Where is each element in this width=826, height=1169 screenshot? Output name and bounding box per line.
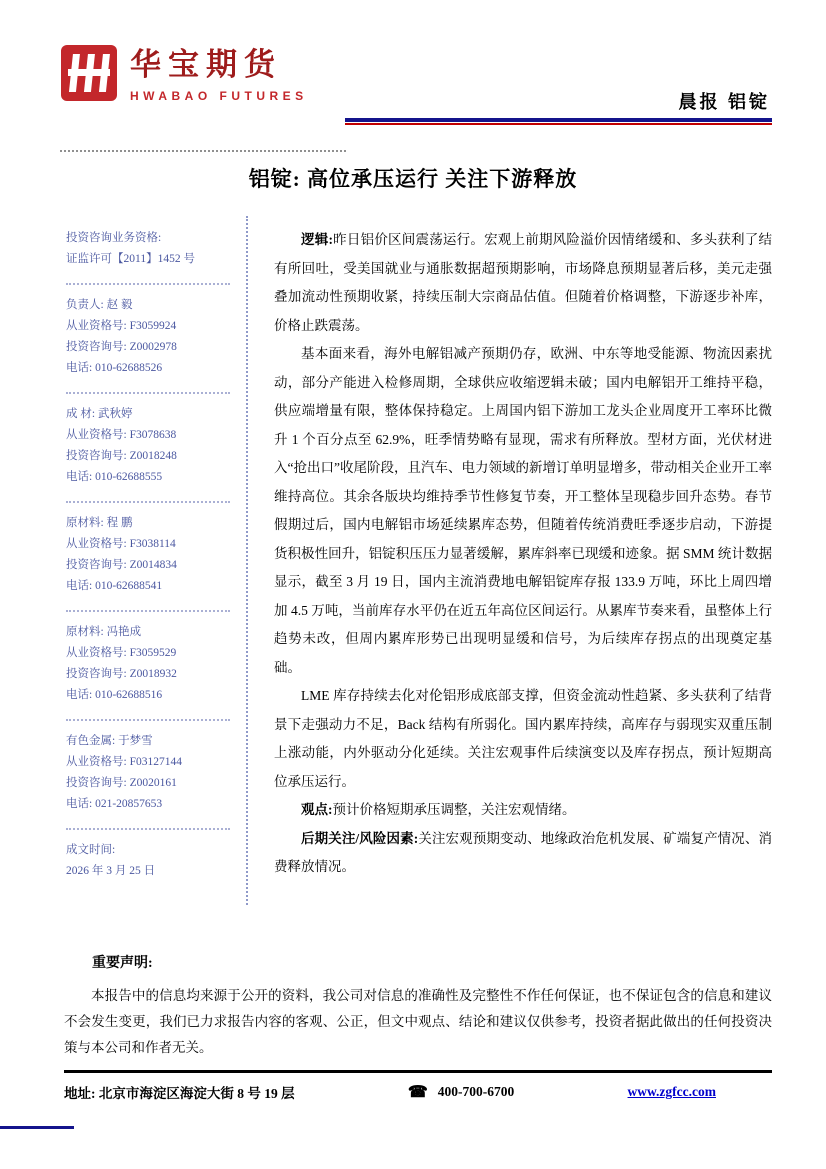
dotted-divider-top: [60, 150, 346, 152]
paragraph-viewpoint: [274, 796, 772, 825]
footer-row: [64, 1082, 772, 1102]
qualification-label: 投资咨询业务资格:: [66, 232, 162, 244]
analyst-name: 原材料: 程 鹏: [66, 517, 133, 529]
analyst-phone: 电话: 010-62688555: [66, 471, 163, 483]
analyst-phone: 电话: 010-62688516: [66, 689, 163, 701]
paragraph-lead: 后期关注/风险因素:: [301, 830, 419, 846]
header-rule-red: [345, 123, 772, 125]
header-rule: [345, 118, 772, 125]
paragraph-text: 预计价格短期承压调整，关注宏观情绪。: [332, 802, 576, 817]
analyst-name: 成 材: 武秋婷: [66, 408, 133, 420]
hwabao-logo-icon: [60, 44, 118, 102]
analyst-name: 原材料: 冯艳成: [66, 626, 142, 638]
qualification-block: [66, 218, 230, 283]
footer-website-link[interactable]: www.zgfcc.com: [627, 1084, 716, 1099]
logo: [60, 44, 308, 103]
paragraph-logic: [274, 226, 772, 340]
paragraph-fundamentals: [274, 340, 772, 682]
written-date-block: [66, 828, 230, 895]
paragraph-text: LME 库存持续去化对伦铝形成底部支撑，但资金流动性趋紧、多头获利了结背景下走强动力不足，Back 结构有所弱化。国内累库持续，高库存与弱现实双重压制上涨动能，内外驱动分化延续。关注宏观事件后续演变以及库存拐点，预计短期高位承压运行。: [274, 688, 772, 789]
analyst-phone: 电话: 021-20857653: [66, 798, 163, 810]
analyst-phone: 电话: 010-62688526: [66, 362, 163, 374]
analyst-block-raw-2: [66, 610, 230, 719]
analyst-cert-no: 从业资格号: F3038114: [66, 538, 176, 550]
phone-icon: ☎: [407, 1084, 428, 1101]
analyst-name: 有色金属: 于梦雪: [66, 735, 153, 747]
analyst-phone: 电话: 010-62688541: [66, 580, 163, 592]
report-title: 铝锭: 高位承压运行 关注下游释放: [248, 167, 578, 191]
analyst-advisory-no: 投资咨询号: Z0018248: [66, 450, 177, 462]
analyst-block-leader: [66, 283, 230, 392]
analyst-block-steel: [66, 392, 230, 501]
paragraph-text: 昨日铝价区间震荡运行。宏观上前期风险溢价因情绪缓和、多头获利了结有所回吐，受美国就业与通胀数据超预期影响，市场降息预期显著后移，美元走强叠加流动性预期收紧，持续压制大宗商品估值。但随着价格调整，下游逐步补库，价格止跌震荡。: [274, 232, 772, 333]
paragraph-lme: [274, 682, 772, 796]
report-type-label: 晨报 铝锭: [678, 92, 770, 112]
paragraph-lead: 观点:: [301, 802, 333, 817]
header-rule-navy: [345, 118, 772, 122]
analyst-advisory-no: 投资咨询号: Z0018932: [66, 668, 177, 680]
footer-address: 地址: 北京市海淀区海淀大街 8 号 19 层: [64, 1086, 295, 1101]
footer-phone-number: 400-700-6700: [437, 1084, 515, 1099]
analyst-advisory-no: 投资咨询号: Z0020161: [66, 777, 177, 789]
paragraph-text: 基本面来看，海外电解铝减产预期仍存，欧洲、中东等地受能源、物流因素扰动，部分产能进入检修周期，全球供应收缩逻辑未破；国内电解铝开工维持平稳，供应端增量有限，整体保持稳定。上周国内铝下游加工龙头企业周度开工率环比微升 1 个百分点至 62.9%，旺季情势略有显现，需求有所释放。型材方面，光伏材进入“抢出口”收尾阶段，且汽车、电力领域的新增订单明显增多，带动相关企业开工率维持高位。其余各版块均维持季节性修复节奏，开工整体呈现稳步回升态势。春节假期过后，国内电解铝市场延续累库态势，但随着传统消费旺季逐步启动，下游提货积极性回升，铝锭积压压力显著缓解，累库斜率已现缓和迹象。据 SMM 统计数据显示，截至 3 月 19 日，国内主流消费地电解铝锭库存报 133.9 万吨，环比上周四增加 4.5 万吨，当前库存水平仍在近五年高位区间运行。从累库节奏来看，虽整体上行趋势未改，但周内累库形势已出现明显缓和信号，为后续库存拐点的出现奠定基础。: [274, 346, 772, 675]
paragraph-text: 关注宏观预期变动、地缘政治危机发展、矿端复产情况、消费释放情况。: [274, 830, 773, 874]
written-date-value: 2026 年 3 月 25 日: [66, 865, 156, 877]
analyst-cert-no: 从业资格号: F03127144: [66, 756, 182, 768]
disclaimer: [64, 952, 772, 1061]
analyst-block-raw-1: [66, 501, 230, 610]
logo-text: [130, 44, 308, 103]
analyst-advisory-no: 投资咨询号: Z0014834: [66, 559, 177, 571]
bottom-page-mark: [0, 1126, 74, 1129]
sidebar: [64, 216, 248, 905]
footer-phone-group: [408, 1082, 514, 1102]
brand-name-cn: 华宝期货: [130, 47, 282, 82]
report-body: [248, 216, 772, 882]
qualification-number: 证监许可【2011】1452 号: [66, 253, 195, 265]
analyst-cert-no: 从业资格号: F3078638: [66, 429, 177, 441]
disclaimer-text: 本报告中的信息均来源于公开的资料，我公司对信息的准确性及完整性不作任何保证，也不保证包含的信息和建议不会发生变更，我们已力求报告内容的客观、公正，但文中观点、结论和建议仅供参考，投资者据此做出的任何投资决策与本公司和作者无关。: [64, 988, 772, 1055]
written-date-label: 成文时间:: [66, 844, 116, 856]
analyst-advisory-no: 投资咨询号: Z0002978: [66, 341, 177, 353]
disclaimer-heading: 重要声明:: [92, 956, 153, 971]
paragraph-lead: 逻辑:: [301, 232, 333, 247]
footer: [64, 1070, 772, 1102]
paragraph-risk-factors: [274, 825, 772, 882]
analyst-cert-no: 从业资格号: F3059529: [66, 647, 177, 659]
analyst-block-nonferrous: [66, 719, 230, 828]
analyst-name: 负责人: 赵 毅: [66, 299, 133, 311]
analyst-cert-no: 从业资格号: F3059924: [66, 320, 177, 332]
content: [64, 216, 772, 905]
brand-name-en: HWABAO FUTURES: [130, 89, 308, 104]
